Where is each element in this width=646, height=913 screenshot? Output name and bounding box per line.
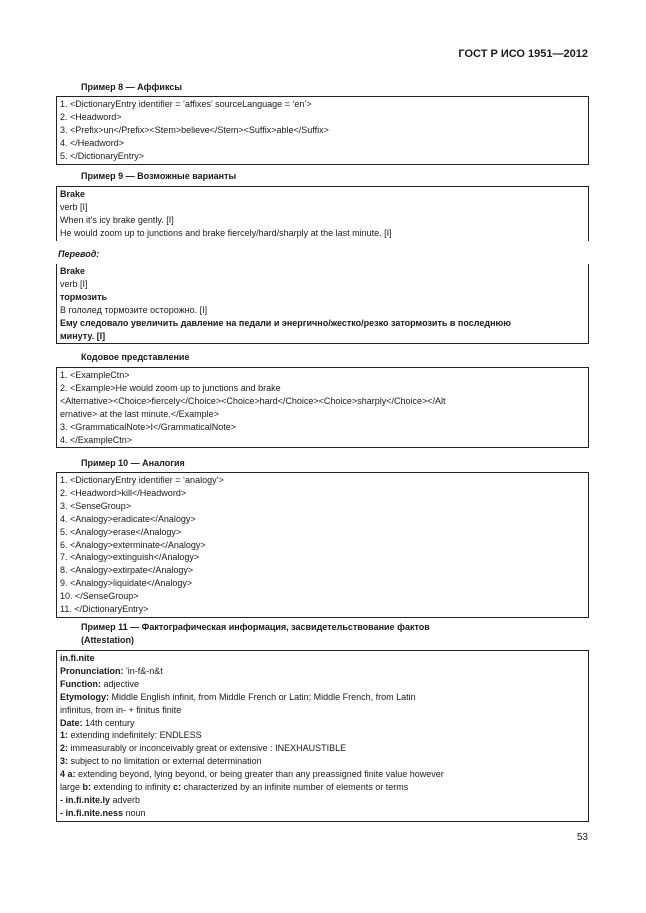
translation-title: Перевод: — [58, 249, 100, 259]
part-of-speech: adverb — [110, 794, 141, 805]
sense-number: 1: — [60, 730, 69, 741]
example-9-entry-box — [56, 186, 589, 241]
sense-text: characterized by an infinite number of elements or terms — [181, 782, 409, 793]
code-line: 4. </ExampleCtn> — [60, 434, 133, 445]
example-9-title: Пример 9 — Возможные варианты — [81, 171, 237, 181]
translation-example: Ему следовало увеличить давление на педали и энергично/жестко/резко затормозить в последнюю — [60, 317, 511, 328]
etymology-line — [60, 691, 585, 704]
sense-number: 4 a: — [60, 769, 76, 780]
example-11-title-line: (Attestation) — [81, 635, 134, 645]
sense-number: 2: — [60, 743, 69, 754]
entry-line: verb [I] — [60, 201, 88, 212]
code-line: ernative> at the last minute.</Example> — [60, 408, 219, 419]
sense-number: b: — [82, 782, 92, 793]
code-line: 3. <Prefix>un</Prefix><Stem>believe</Stem><Suffix>able</Suffix> — [60, 124, 329, 135]
code-line: 5. </DictionaryEntry> — [60, 150, 145, 161]
translation-box — [56, 264, 589, 344]
derived-form-line — [60, 807, 585, 820]
sense-line — [60, 781, 585, 794]
sense-text: immeasurably or inconceivably great or extensive : INEXHAUSTIBLE — [68, 743, 347, 754]
sense-text: large — [60, 782, 83, 793]
entry-line: He would zoom up to junctions and brake fiercely/hard/sharply at the last minute. [I] — [60, 227, 392, 238]
field-value: Middle English infinit, from Middle French or Latin; Middle French, from Latin — [109, 691, 416, 702]
code-line: 2. <Headword> — [60, 111, 122, 122]
example-8-title: Пример 8 — Аффиксы — [81, 82, 183, 92]
sense-text: extending indefinitely: ENDLESS — [68, 730, 202, 741]
sense-line — [60, 729, 585, 742]
code-line: 7. <Analogy>extinguish</Analogy> — [60, 552, 200, 563]
code-line: 4. <Analogy>eradicate</Analogy> — [60, 513, 196, 524]
sense-line — [60, 768, 585, 781]
code-line: 1. <DictionaryEntry identifier = ‘analogy’> — [60, 475, 224, 485]
code-line: 1. <ExampleCtn> — [60, 370, 130, 380]
field-value: 'in-f&-n&t — [123, 665, 163, 676]
derived-form: - in.fi.nite.ly — [60, 794, 111, 805]
entry-headword: in.fi.nite — [60, 653, 95, 663]
example-11-entry-box — [56, 650, 589, 822]
code-line: 6. <Analogy>exterminate</Analogy> — [60, 539, 206, 550]
sense-text: subject to no limitation or external determination — [68, 756, 262, 767]
translation-example: В гололед тормозите осторожно. [I] — [60, 304, 208, 315]
code-line: 2. <Example>He would zoom up to junctions and brake — [60, 382, 281, 393]
page-number: 53 — [576, 832, 588, 843]
code-representation-box — [56, 367, 589, 448]
code-line: 3. <SenseGroup> — [60, 500, 132, 511]
field-label: Function: — [60, 678, 101, 689]
field-label: Pronunciation: — [60, 665, 124, 676]
entry-headword: Brake — [60, 189, 86, 199]
code-line: <Alternative><Choice>fiercely</Choice><Choice>hard</Choice><Choice>sharply</Choice></Alt — [60, 395, 446, 406]
example-10-code-box — [56, 472, 589, 618]
example-11-title — [81, 621, 430, 647]
code-line: 4. </Headword> — [60, 137, 125, 148]
translation-verb: verb [I] — [60, 278, 88, 289]
code-line: 10. </SenseGroup> — [60, 591, 139, 602]
code-line: 1. <DictionaryEntry identifier = ‘affixes’ sourceLanguage = ‘en’> — [60, 99, 312, 109]
translation-word: тормозить — [60, 291, 108, 302]
date-line — [60, 717, 585, 730]
sense-line — [60, 742, 585, 755]
code-line: 11. </DictionaryEntry> — [60, 604, 149, 615]
code-representation-title: Кодовое представление — [81, 352, 190, 362]
sense-number: 3: — [60, 756, 69, 767]
code-line: 3. <GrammaticalNote>I</GrammaticalNote> — [60, 421, 237, 432]
example-11-title-line: Пример 11 — Фактографическая информация, засвидетельствование фактов — [81, 622, 430, 632]
sense-number: c: — [173, 782, 182, 793]
code-line: 8. <Analogy>extirpate</Analogy> — [60, 565, 194, 576]
pronunciation-line — [60, 665, 585, 678]
entry-line: When it’s icy brake gently. [I] — [60, 214, 174, 225]
etymology-continuation: infinitus, from in- + finitus finite — [60, 704, 182, 715]
sense-text: extending to infinity — [91, 782, 174, 793]
code-line: 5. <Analogy>erase</Analogy> — [60, 526, 182, 537]
standard-header: ГОСТ Р ИСО 1951—2012 — [458, 48, 588, 60]
translation-headword: Brake — [60, 266, 86, 276]
function-line — [60, 678, 585, 691]
field-value: adjective — [101, 678, 140, 689]
translation-example: минуту. [I] — [60, 330, 106, 341]
field-label: Date: — [60, 717, 83, 728]
code-line: 2. <Headword>kill</Headword> — [60, 487, 187, 498]
derived-form-line — [60, 794, 585, 807]
sense-line — [60, 755, 585, 768]
code-line: 9. <Analogy>liquidate</Analogy> — [60, 578, 193, 589]
part-of-speech: noun — [123, 807, 146, 818]
example-10-title: Пример 10 — Аналогия — [81, 458, 185, 468]
field-value: 14th century — [82, 717, 135, 728]
example-8-code-box — [56, 96, 589, 165]
field-label: Etymology: — [60, 691, 110, 702]
sense-text: extending beyond, lying beyond, or being greater than any preassigned finite value however — [75, 769, 444, 780]
derived-form: - in.fi.nite.ness — [60, 807, 124, 818]
